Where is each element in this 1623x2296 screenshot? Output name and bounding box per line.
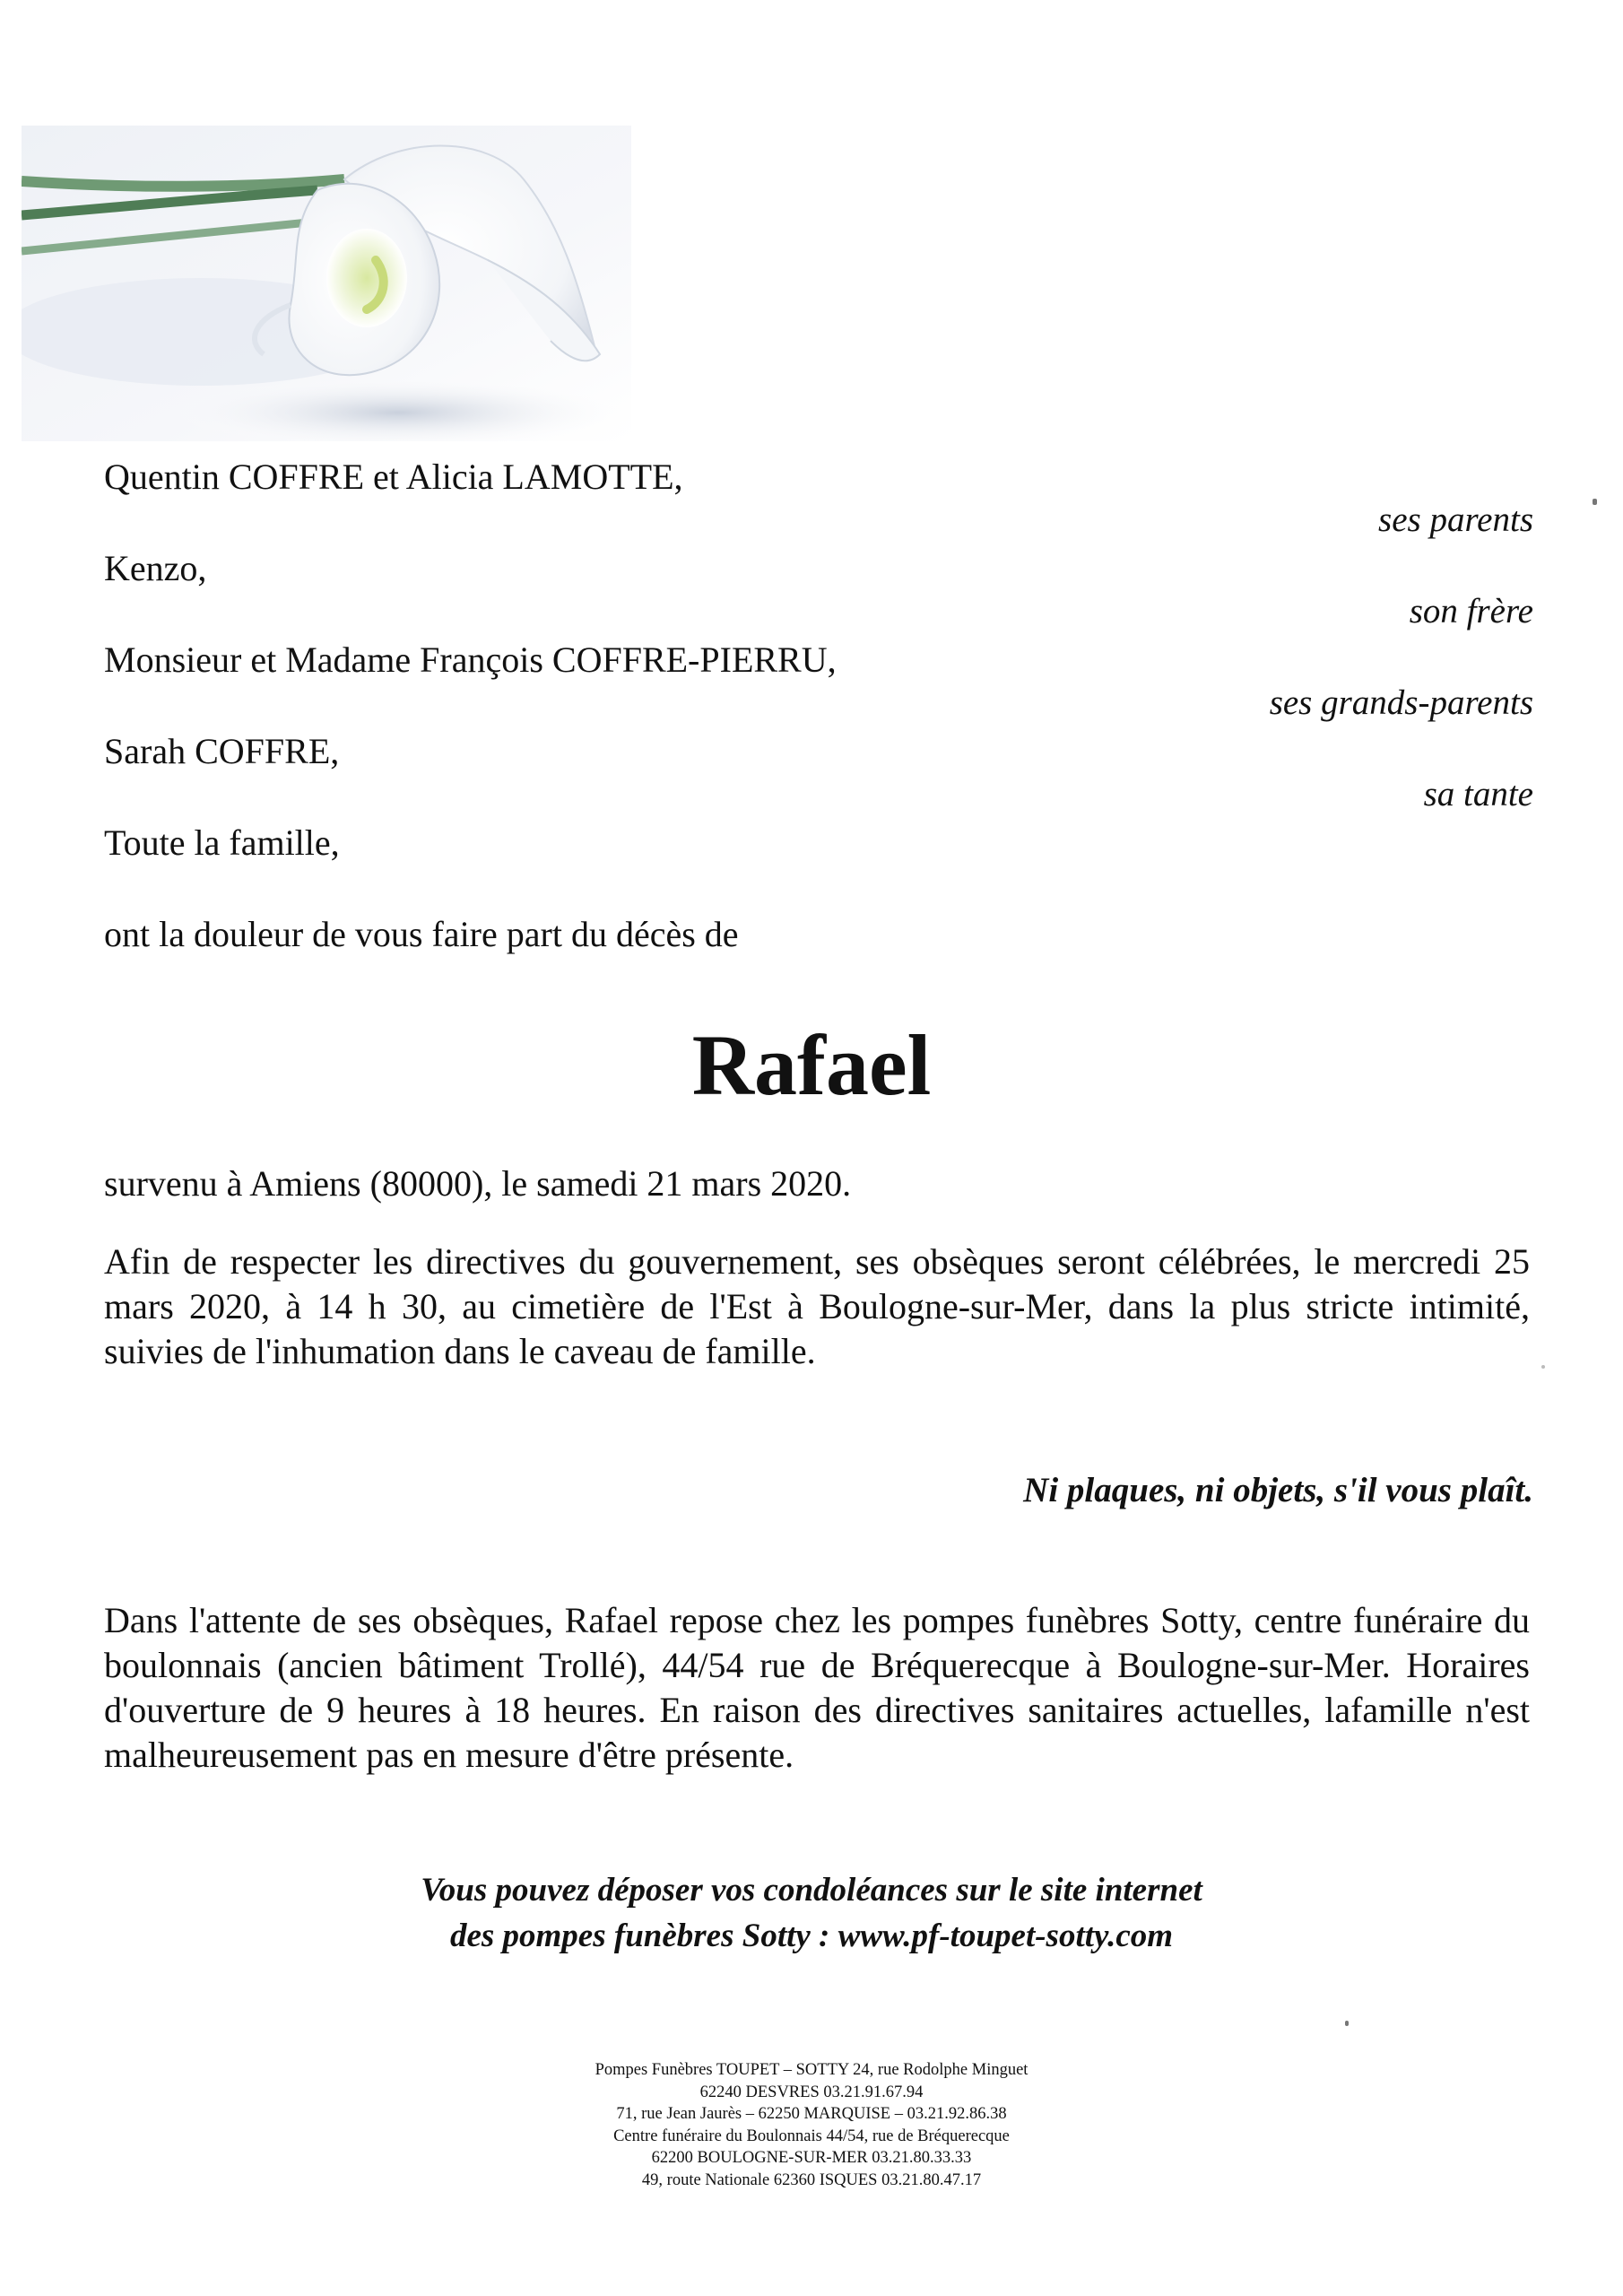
announcement-text: ont la douleur de vous faire part du décès de — [104, 914, 739, 954]
condolences-block — [0, 1867, 1623, 1959]
scan-speck — [1593, 499, 1597, 505]
relation-brother: son frère — [1409, 592, 1533, 631]
deceased-name: Rafael — [691, 1017, 932, 1113]
no-plaques-note: Ni plaques, ni objets, s'il vous plaît. — [1023, 1471, 1533, 1509]
relation-grandparents: ses grands-parents — [1269, 683, 1533, 722]
family-member-grandparents: Monsieur et Madame François COFFRE-PIERRU, — [104, 639, 837, 680]
condolences-line-1: Vous pouvez déposer vos condoléances sur le site internet — [421, 1872, 1202, 1909]
family-member-all: Toute la famille, — [104, 822, 340, 863]
calla-lily-image — [22, 126, 631, 441]
funeral-paragraph: Afin de respecter les directives du gouvernement, ses obsèques seront célébrées, le mercredi 25 mars 2020, à 14 h 30, au cimetière de l'Est à Boulogne-sur-Mer, dans la plus stricte intimité, suivies de l'inhumation dans le caveau de famille. — [104, 1241, 1530, 1371]
footer-line: Pompes Funèbres TOUPET – SOTTY 24, rue Rodolphe Minguet — [595, 2061, 1028, 2079]
condolences-line-2: des pompes funèbres Sotty : www.pf-toupet-sotty.com — [449, 1918, 1174, 1954]
footer-line: 71, rue Jean Jaurès – 62250 MARQUISE – 03.21.92.86.38 — [616, 2105, 1007, 2123]
visitation-paragraph: Dans l'attente de ses obsèques, Rafael repose chez les pompes funèbres Sotty, centre funéraire du boulonnais (ancien bâtiment Trollé), 44/54 rue de Bréquerecque à Boulogne-sur-Mer. Horaires d'ouverture de 9 heures à 18 heures. En raison des directives sanitaires actuelles, lafamille n'est malheureusement pas en mesure d'être présente. — [104, 1600, 1530, 1775]
footer-line: 49, route Nationale 62360 ISQUES 03.21.80.47.17 — [641, 2170, 982, 2189]
footer-line: Centre funéraire du Boulonnais 44/54, rue de Bréquerecque — [613, 2126, 1010, 2145]
funeral-home-footer — [0, 2059, 1623, 2191]
scan-speck — [1345, 2021, 1349, 2026]
family-member-brother: Kenzo, — [104, 548, 207, 588]
relation-parents: ses parents — [1378, 500, 1533, 539]
relation-aunt: sa tante — [1423, 775, 1533, 813]
footer-line: 62240 DESVRES 03.21.91.67.94 — [699, 2083, 924, 2101]
scan-speck — [1541, 1365, 1545, 1369]
family-member-aunt: Sarah COFFRE, — [104, 731, 340, 771]
footer-line: 62200 BOULOGNE-SUR-MER 03.21.80.33.33 — [651, 2149, 972, 2167]
death-info: survenu à Amiens (80000), le samedi 21 mars 2020. — [104, 1163, 852, 1204]
family-member-parents: Quentin COFFRE et Alicia LAMOTTE, — [104, 457, 683, 497]
